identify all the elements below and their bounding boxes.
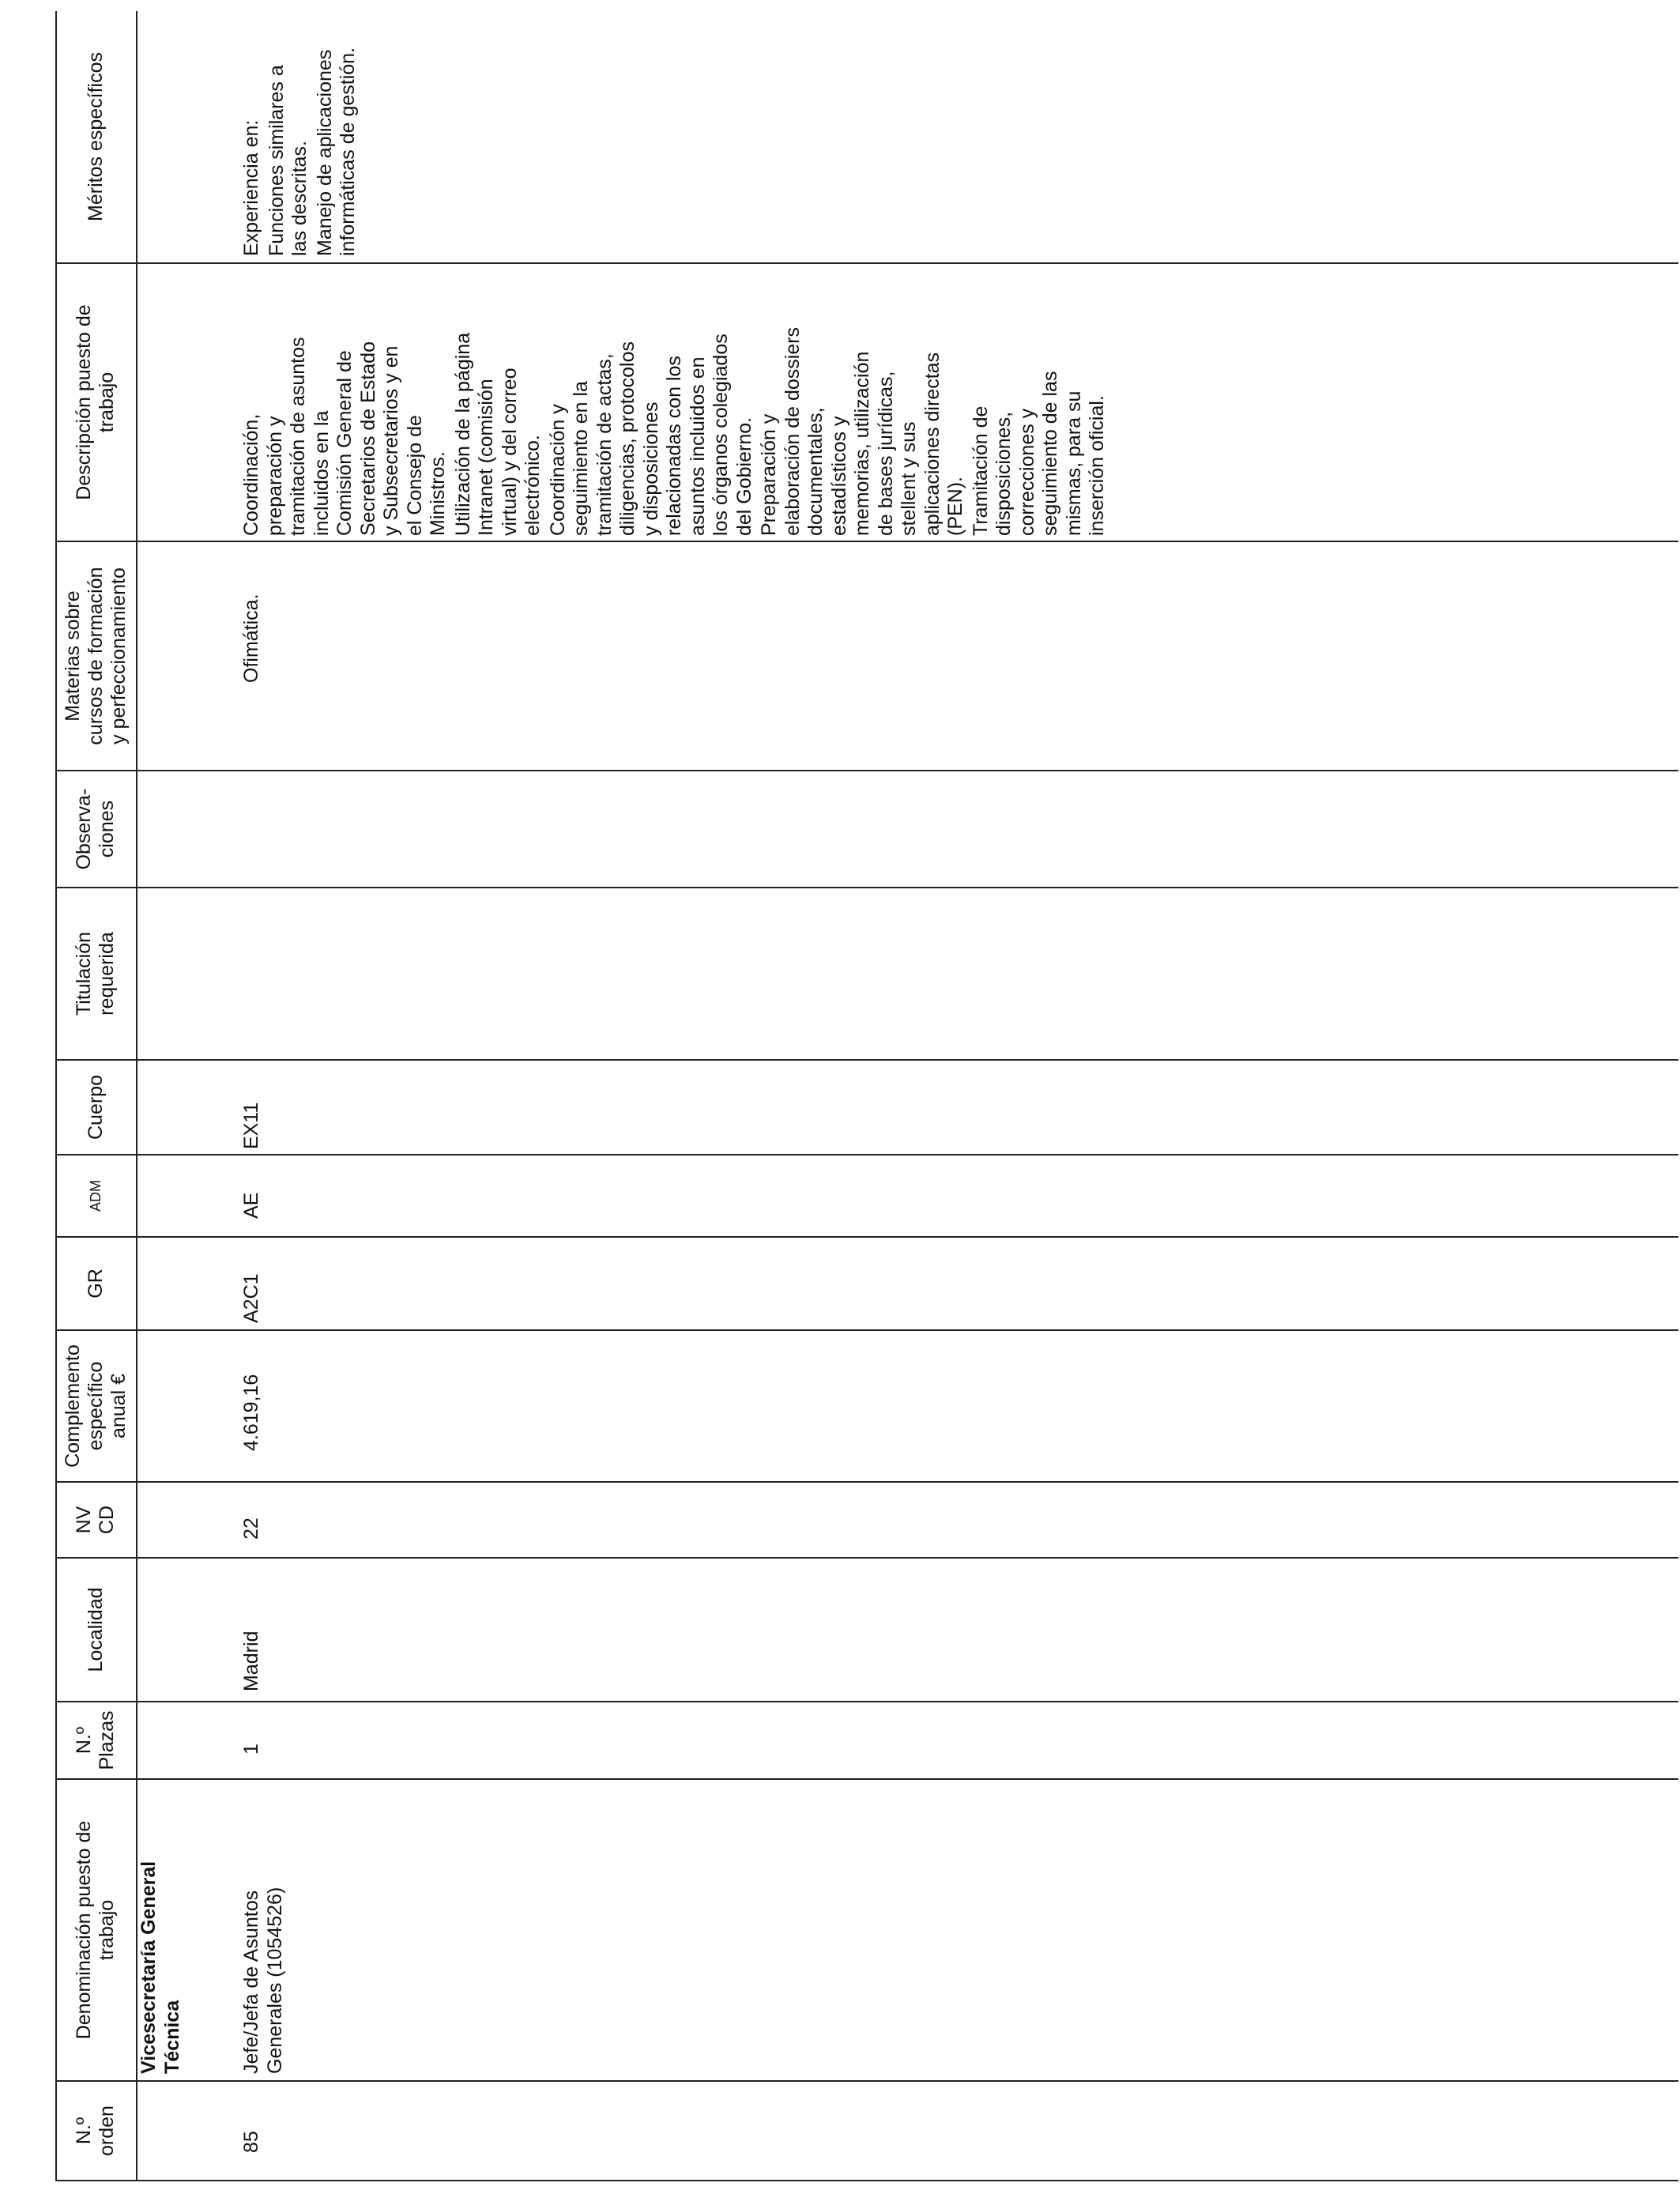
header-grupo: GR [84,1269,107,1299]
section-title: Vicesecretaría General Técnica [137,1860,183,2074]
column-separator [55,1236,1678,1238]
cell-orden: 85 [240,2131,262,2153]
cell-complemento: 4.619,16 [240,1374,262,1451]
column-separator [55,1778,1678,1780]
descripcion-paragraph: Preparación y elaboración de dossiers documentales, estadísticos y memorias, utilización de bases jurídicas, stellent y sus aplicaciones directas (PEN). [758,326,966,536]
column-separator [55,770,1678,771]
cell-descripcion [240,266,1111,536]
header-meritos: Méritos específicos [84,52,107,221]
column-separator [55,1329,1678,1331]
descripcion-paragraph: Coordinación y seguimiento en la tramitación de actas, diligencias, protocolos y disposiciones relacionadas con los asuntos incluidos en los órganos colegiados del Gobierno. [546,334,755,536]
header-denominacion: Denominación puesto de trabajo [73,1820,118,2040]
meritos-paragraph: Manejo de aplicaciones informáticas de gestión. [313,47,359,256]
header-descripcion: Descripción puesto de trabajo [73,304,118,500]
column-separator [55,1481,1678,1483]
meritos-paragraph: Experiencia en: [240,119,262,256]
header-cuerpo: Cuerpo [84,1075,107,1140]
column-separator [55,2080,1678,2082]
descripcion-paragraph: Utilización de la página Intranet (comisión virtual) y del correo electrónico. [451,332,544,536]
column-separator [55,1557,1678,1559]
descripcion-paragraph: Tramitación de disposiciones, correcciones y seguimiento de las mismas, para su inserción oficial. [969,371,1108,536]
header-complemento: Complemento específico anual € [61,1344,130,1468]
column-separator [55,887,1678,888]
cell-denominacion: Jefe/Jefa de Asuntos Generales (1054526) [240,1887,286,2074]
meritos-paragraph: Funciones similares a las descritas. [265,65,311,256]
header-localidad: Localidad [84,1587,107,1672]
header-orden: N.º orden [73,2105,118,2156]
header-materias: Materias sobre cursos de formación y perfeccionamiento [61,567,130,745]
cell-plazas: 1 [240,1744,262,1755]
column-separator [55,1701,1678,1702]
column-separator [55,1154,1678,1155]
cell-materias: Ofimática. [240,594,262,683]
column-separator [55,541,1678,542]
cell-localidad: Madrid [240,1630,262,1691]
header-plazas: N.º Plazas [73,1710,118,1770]
header-nivel: NV CD [73,1505,118,1535]
cell-grupo: A2C1 [240,1273,262,1323]
cell-meritos [240,14,362,256]
cell-cuerpo: EX11 [240,1102,262,1149]
rotated-table [55,11,1678,2181]
descripcion-paragraph: Coordinación, preparación y tramitación de asuntos incluidos en la Comisión General de Secretarios de Estado y Subsecretarios y en el Consejo de Ministros. [240,337,449,536]
column-separator [55,262,1678,264]
header-titulacion: Titulación requerida [73,931,118,1016]
header-adm: ADM [87,1180,104,1212]
cell-nivel: 22 [240,1517,262,1540]
column-separator [55,2180,1678,2181]
column-separator [55,1059,1678,1061]
header-observaciones: Observa- ciones [73,788,118,870]
cell-adm: AE [240,1192,262,1219]
